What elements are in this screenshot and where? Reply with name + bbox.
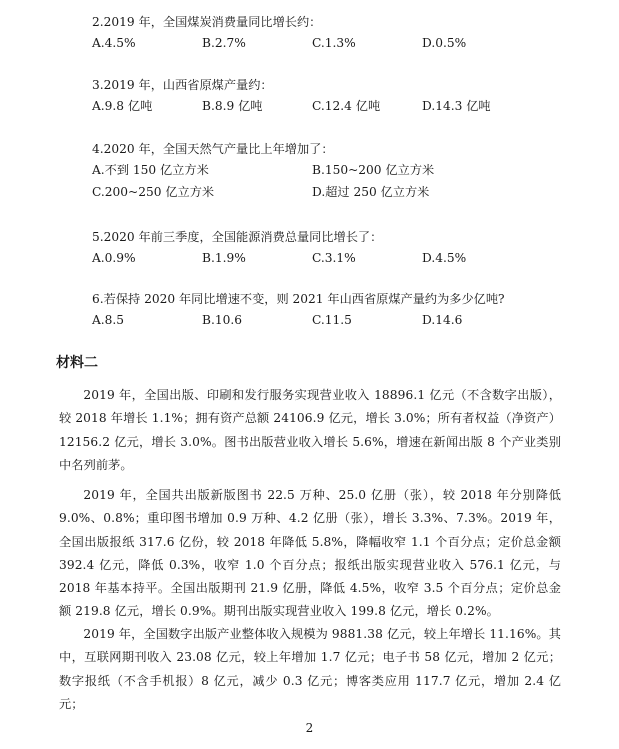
- question-stem: 2.2019 年，全国煤炭消费量同比增长约：: [92, 15, 322, 29]
- paragraph-1: 2019 年，全国出版、印刷和发行服务实现营业收入 18896.1 亿元（不含数字出版），较 2018 年增长 1.1%；拥有资产总额 24106.9 亿元，增长 3.0%；所有者权益（净资产）12156.2 亿元，增长 3.0%。图书出版营业收入增长 5.6%，增速在新闻出版 8 个产业类别中名列前茅。: [59, 388, 561, 472]
- question-5: [92, 227, 532, 269]
- option-a: A.9.8 亿吨: [92, 99, 153, 113]
- question-stem: 4.2020 年，全国天然气产量比上年增加了：: [92, 142, 334, 156]
- option-row: [92, 247, 532, 269]
- option-c: C.12.4 亿吨: [312, 99, 381, 113]
- option-row: [92, 159, 532, 181]
- option-d: D.14.6: [422, 313, 463, 327]
- question-stem: 5.2020 年前三季度，全国能源消费总量同比增长了：: [92, 230, 383, 244]
- option-d: D.14.3 亿吨: [422, 99, 491, 113]
- option-a: A.8.5: [92, 313, 125, 327]
- question-stem: 6.若保持 2020 年同比增速不变，则 2021 年山西省原煤产量约为多少亿吨?: [92, 292, 505, 306]
- option-b: B.150~200 亿立方米: [312, 163, 435, 177]
- option-row: [92, 95, 532, 117]
- option-c: C.11.5: [312, 313, 352, 327]
- option-c: C.3.1%: [312, 251, 356, 265]
- question-stem: 3.2019 年，山西省原煤产量约：: [92, 78, 273, 92]
- option-b: B.10.6: [202, 313, 242, 327]
- page-number: 2: [305, 721, 314, 735]
- option-c: C.1.3%: [312, 36, 356, 50]
- option-a: A.4.5%: [92, 36, 136, 50]
- section-title: 材料二: [56, 355, 98, 371]
- option-d: D.超过 250 亿立方米: [312, 185, 430, 199]
- question-2: [92, 12, 532, 54]
- option-row: [92, 32, 532, 54]
- question-3: [92, 75, 532, 117]
- option-b: B.1.9%: [202, 251, 246, 265]
- question-6: [92, 289, 532, 331]
- option-d: D.0.5%: [422, 36, 467, 50]
- paragraph-2: 2019 年，全国共出版新版图书 22.5 万种、25.0 亿册（张），较 2018 年分别降低 9.0%、0.8%；重印图书增加 0.9 万种、4.2 亿册（张），增长 3.3%、7.3%。2019 年，全国出版报纸 317.6 亿份，较 2018 年降低 5.8%，降幅收窄 1.1 个百分点；定价总金额 392.4 亿元，降低 0.3%，收窄 1.0 个百分点；报纸出版实现营业收入 576.1 亿元，与 2018 年基本持平。全国出版期刊 21.9 亿册，降低 4.5%，收窄 3.5 个百分点；定价总金额 219.8 亿元，增长 0.9%。期刊出版实现营业收入 199.8 亿元，增长 0.2%。: [59, 488, 561, 619]
- option-row: [92, 309, 532, 331]
- option-a: A.不到 150 亿立方米: [92, 163, 209, 177]
- option-d: D.4.5%: [422, 251, 467, 265]
- option-b: B.2.7%: [202, 36, 246, 50]
- option-row: [92, 181, 532, 203]
- option-c: C.200~250 亿立方米: [92, 185, 215, 199]
- paragraph-3: 2019 年，全国数字出版产业整体收入规模为 9881.38 亿元，较上年增长 11.16%。其中，互联网期刊收入 23.08 亿元，较上年增加 1.7 亿元；电子书 58 亿元，增加 2 亿元；数字报纸（不含手机报）8 亿元，减少 0.3 亿元；博客类应用 117.7 亿元，增加 2.4 亿元；: [59, 627, 561, 711]
- question-4: [92, 139, 532, 203]
- option-a: A.0.9%: [92, 251, 136, 265]
- option-b: B.8.9 亿吨: [202, 99, 263, 113]
